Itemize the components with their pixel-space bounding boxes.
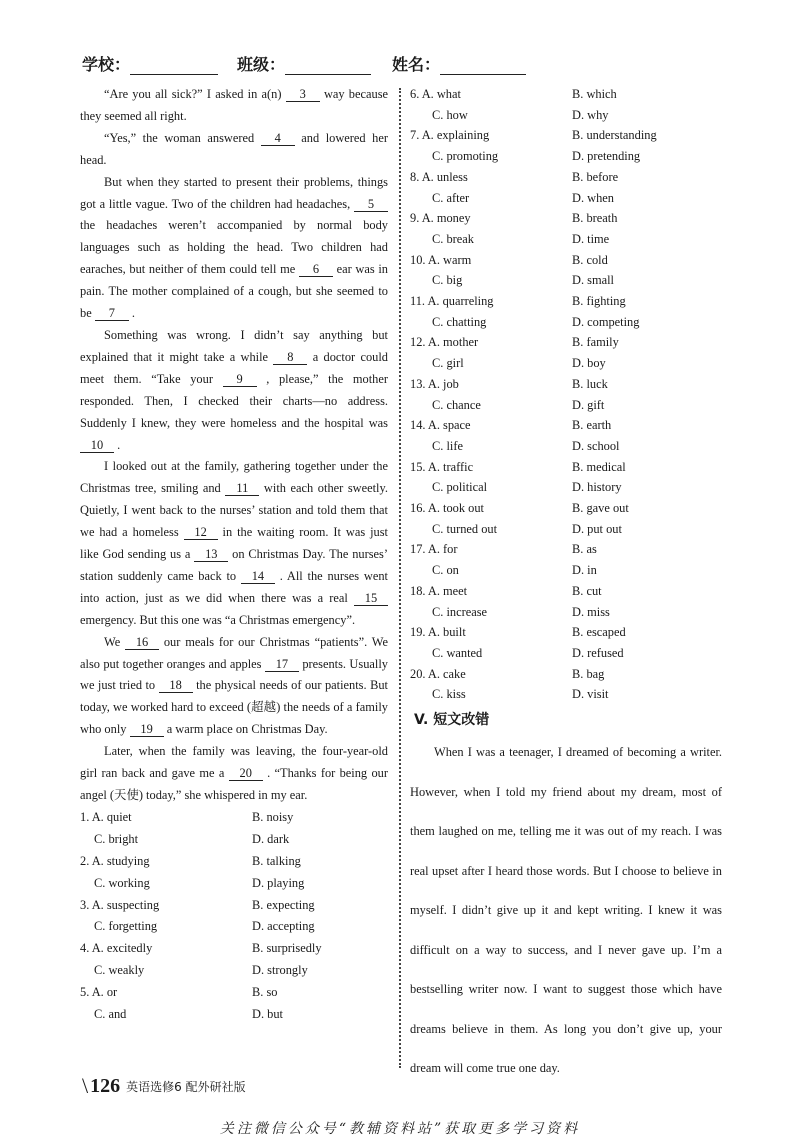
option-item[interactable]: D. strongly (252, 963, 308, 978)
passage-text: presents. Usually we just tried to (80, 656, 388, 693)
blank-8[interactable]: 8 (273, 350, 307, 365)
option-item[interactable]: 19. A. built (410, 625, 466, 640)
passage-text: with each other sweetly. Quietly, I went back to the nurses’ station and told them that we had a homeless (80, 481, 388, 540)
option-item[interactable]: C. big (432, 273, 463, 288)
option-item[interactable]: C. life (432, 438, 463, 453)
option-item[interactable]: 4. A. excitedly (80, 941, 153, 956)
passage-text: our meals for our Christmas “patients”. We also put together oranges and apples (80, 634, 388, 671)
blank-16[interactable]: 16 (125, 635, 159, 650)
school-field[interactable] (82, 52, 218, 75)
passage-text: emergency. But this one was “a Christmas emergency”. (80, 612, 356, 627)
option-item[interactable]: 15. A. traffic (410, 459, 474, 474)
option-item[interactable]: B. so (252, 985, 278, 1000)
blank-18[interactable]: 18 (159, 678, 193, 693)
option-item[interactable]: 1. A. quiet (80, 809, 132, 824)
option-item[interactable]: D. time (572, 231, 610, 246)
passage-text: and lowered her head. (80, 130, 388, 167)
option-item[interactable]: B. luck (572, 376, 608, 391)
passage-text: a warm place on Christmas Day. (166, 722, 328, 737)
option-item[interactable]: 17. A. for (410, 542, 458, 557)
footer-slash-mark: \ (82, 1073, 89, 1098)
option-item[interactable]: B. family (572, 335, 619, 350)
passage-paragraph (80, 632, 388, 742)
blank-20[interactable]: 20 (229, 766, 263, 781)
passage-text: . (131, 306, 136, 321)
option-item[interactable]: D. when (572, 190, 614, 205)
option-item[interactable]: C. promoting (432, 149, 499, 164)
blank-9[interactable]: 9 (223, 372, 257, 387)
passage-paragraph (80, 172, 388, 325)
cloze-passage (80, 84, 388, 807)
option-item[interactable]: C. increase (432, 604, 488, 619)
passage-text: I looked out at the family, gathering together under the Christmas tree, smiling and (80, 459, 388, 496)
option-item[interactable]: B. cut (572, 583, 602, 598)
option-item[interactable]: D. accepting (252, 919, 315, 934)
blank-3[interactable]: 3 (286, 87, 320, 102)
option-item[interactable]: D. dark (252, 831, 290, 846)
option-item[interactable]: B. medical (572, 459, 626, 474)
right-column (410, 84, 722, 1089)
option-item[interactable]: 2. A. studying (80, 853, 150, 868)
passage-paragraph (80, 325, 388, 456)
option-item[interactable]: B. which (572, 87, 617, 101)
option-item[interactable]: C. working (94, 875, 150, 890)
option-item[interactable]: C. wanted (432, 645, 483, 660)
school-blank[interactable] (130, 58, 218, 75)
option-item[interactable]: D. playing (252, 875, 305, 890)
name-blank[interactable] (440, 58, 526, 75)
passage-text: ear was in pain. The mother complained of a cough, but she seemed to be (80, 262, 388, 321)
blank-7[interactable]: 7 (95, 306, 129, 321)
option-item[interactable]: D. boy (572, 356, 606, 371)
page-number: 126 (90, 1074, 121, 1097)
passage-text: way because they seemed all right. (80, 87, 389, 123)
option-item[interactable]: D. why (572, 107, 609, 122)
blank-19[interactable]: 19 (130, 722, 164, 737)
option-item[interactable]: D. gift (572, 397, 605, 412)
option-item[interactable]: B. fighting (572, 294, 626, 309)
option-item[interactable]: 11. A. quarreling (410, 294, 494, 309)
passage-paragraph (80, 128, 388, 172)
name-label: 姓名： (392, 55, 441, 74)
class-blank[interactable] (285, 58, 371, 75)
passage-text: , please,” the mother responded. Then, I checked their charts—no address. Suddenly I knew, they were homeless and the hospital was (80, 371, 389, 430)
option-item[interactable]: D. in (572, 563, 597, 578)
option-item[interactable]: 13. A. job (410, 376, 459, 391)
option-item[interactable]: D. miss (572, 604, 610, 619)
option-item[interactable]: D. put out (572, 521, 622, 536)
option-item[interactable]: C. forgetting (94, 919, 158, 934)
option-item[interactable]: B. breath (572, 211, 618, 226)
option-item[interactable]: C. after (432, 190, 470, 205)
school-label: 学校： (82, 55, 131, 74)
passage-paragraph (80, 456, 388, 631)
option-item[interactable]: C. chatting (432, 314, 487, 329)
option-item[interactable]: B. escaped (572, 625, 626, 640)
name-field[interactable] (392, 52, 526, 75)
passage-paragraph (80, 84, 388, 128)
option-item[interactable]: 6. A. what (410, 87, 461, 101)
passage-text: Later, when the family was leaving, the four-year-old girl ran back and gave me a (80, 744, 388, 781)
class-label: 班级： (237, 55, 286, 74)
book-title: 英语选修6 配外研社版 (126, 1079, 246, 1094)
promo-text: 关注微信公众号“教辅资料站”获取更多学习资料 (219, 1121, 581, 1137)
passage-text: on Christmas Day. The nurses’ station suddenly came back to (80, 547, 388, 583)
option-item[interactable]: C. bright (94, 831, 139, 846)
passage-text: in the waiting room. It was just like God sending us a (80, 525, 388, 562)
option-item[interactable]: D. small (572, 273, 614, 288)
option-item[interactable]: C. and (94, 1007, 127, 1022)
option-item[interactable]: D. pretending (572, 149, 641, 164)
option-item[interactable]: 20. A. cake (410, 666, 466, 681)
option-item[interactable]: B. surprisedly (252, 941, 322, 956)
student-info-header (82, 52, 642, 78)
blank-11[interactable]: 11 (225, 481, 259, 496)
option-item[interactable]: B. expecting (252, 897, 315, 912)
blank-15[interactable]: 15 (354, 591, 388, 606)
option-item[interactable]: D. school (572, 438, 620, 453)
blank-13[interactable]: 13 (194, 547, 228, 562)
passage-text: But when they started to present their problems, things got a little vague. Two of the children had headaches, (80, 174, 388, 211)
blank-14[interactable]: 14 (241, 569, 275, 584)
option-item[interactable]: C. how (432, 107, 468, 122)
left-column (80, 84, 388, 1026)
option-item[interactable]: D. refused (572, 645, 624, 660)
option-item[interactable]: B. cold (572, 252, 608, 267)
option-item[interactable]: D. competing (572, 314, 640, 329)
blank-17[interactable]: 17 (265, 657, 299, 672)
option-item[interactable]: C. chance (432, 397, 481, 412)
passage-text: “Yes,” the woman answered (104, 130, 255, 145)
option-item[interactable]: 5. A. or (80, 985, 118, 1000)
passage-text: . “Thanks for being our angel (天使) today,” she whispered in my ear. (80, 766, 388, 802)
option-item[interactable]: 3. A. suspecting (80, 897, 160, 912)
option-item[interactable]: 10. A. warm (410, 252, 472, 267)
blank-10[interactable]: 10 (80, 438, 114, 453)
option-item[interactable]: 18. A. meet (410, 583, 468, 598)
option-item[interactable]: B. talking (252, 853, 301, 868)
option-item[interactable]: C. girl (432, 356, 464, 371)
option-item[interactable]: B. bag (572, 666, 605, 681)
passage-text: a doctor could meet them. “Take your (80, 349, 388, 386)
passage-text: the physical needs of our patients. But today, we worked hard to exceed (超越) the needs of a family who only (80, 678, 388, 737)
option-item[interactable]: C. break (432, 231, 474, 246)
options-list-left (80, 807, 388, 1026)
option-item[interactable]: C. turned out (432, 521, 498, 536)
option-item[interactable]: 12. A. mother (410, 335, 479, 350)
blank-4[interactable]: 4 (261, 131, 295, 146)
option-item[interactable]: 7. A. explaining (410, 128, 490, 143)
options-list-right (410, 84, 722, 705)
option-item[interactable]: C. political (432, 480, 488, 495)
option-item[interactable]: D. but (252, 1007, 283, 1022)
column-divider (399, 88, 401, 1068)
class-field[interactable] (237, 52, 371, 75)
passage-text: We (104, 634, 121, 649)
section-title: V. 短文改错 (414, 712, 490, 729)
option-item[interactable]: B. noisy (252, 809, 294, 824)
option-item[interactable]: B. as (572, 542, 597, 557)
blank-12[interactable]: 12 (184, 525, 218, 540)
option-item[interactable]: C. weakly (94, 963, 145, 978)
option-item[interactable]: 16. A. took out (410, 501, 485, 516)
option-item[interactable]: 8. A. unless (410, 169, 468, 184)
passage-paragraph (80, 741, 388, 807)
blank-6[interactable]: 6 (299, 262, 333, 277)
passage-text: Something was wrong. I didn’t say anything but explained that it might take a while (80, 327, 388, 364)
option-item[interactable]: B. gave out (572, 501, 629, 516)
passage-text: . All the nurses went into action, just as we did when there was a real (80, 568, 388, 605)
option-item[interactable]: B. before (572, 169, 619, 184)
page-footer (82, 1072, 246, 1100)
option-item[interactable]: 9. A. money (410, 211, 471, 226)
option-item[interactable]: D. visit (572, 687, 609, 702)
option-item[interactable]: B. earth (572, 418, 612, 433)
blank-5[interactable]: 5 (354, 197, 388, 212)
option-item[interactable]: B. understanding (572, 128, 657, 143)
option-item[interactable]: 14. A. space (410, 418, 471, 433)
option-item[interactable]: C. kiss (432, 687, 466, 702)
passage-text: the headaches weren’t accompanied by normal body languages such as holding the head. Two children had earaches, but neither of them could tell me (80, 218, 388, 277)
passage-text: “Are you all sick?” I asked in a(n) (104, 87, 282, 101)
option-item[interactable]: C. on (432, 563, 459, 578)
passage-text: . (117, 437, 121, 452)
error-correction-passage: When I was a teenager, I dreamed of becoming a writer. However, when I told my friend about my dream, most of them laughed on me, telling me it was out of my reach. I was real upset after I heard those words. But I choose to believe in myself. I didn’t give up it and kept writing. I knew it was difficult on a way to success, and I never gave up. I’m a bestselling writer now. I want to suggest those which have dreams believe in them. As long you don’t give up, your dream will come true one day. (410, 745, 722, 1076)
option-item[interactable]: D. history (572, 480, 622, 495)
